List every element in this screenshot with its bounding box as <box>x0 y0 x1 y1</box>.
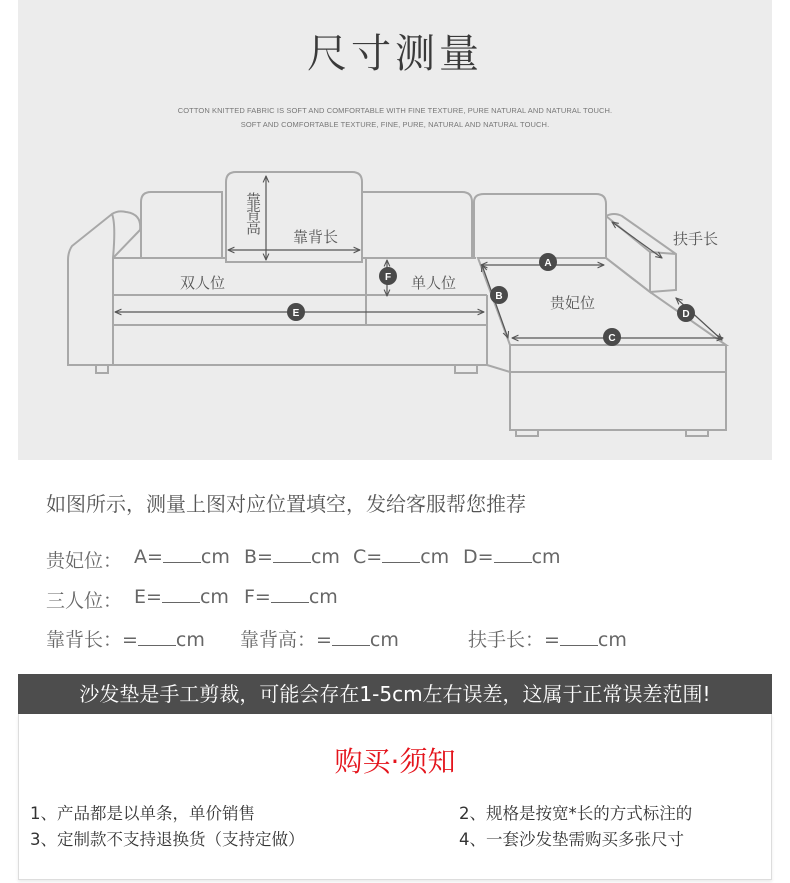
label-single-seat: 单人位 <box>411 274 457 292</box>
back-height-input[interactable] <box>332 629 370 646</box>
instructions-text: 如图所示，测量上图对应位置填空，发给客服帮您推荐 <box>46 492 526 516</box>
svg-text:C: C <box>608 333 616 344</box>
notice-rule-4: 4、一套沙发垫需购买多张尺寸 <box>459 830 684 849</box>
foot <box>455 365 477 373</box>
chaise-label: 贵妃位： <box>46 550 123 572</box>
unit: cm <box>369 629 399 651</box>
page-title: 尺寸测量 <box>307 31 483 77</box>
unit: cm <box>420 546 450 568</box>
marker-b <box>490 286 508 304</box>
label-chaise: 贵妃位 <box>550 294 596 312</box>
unit: cm <box>597 629 627 651</box>
svg-text:A: A <box>544 258 552 269</box>
back-height-label: 靠背高：= <box>240 629 332 651</box>
field-f-input[interactable] <box>271 586 309 603</box>
right-armrest <box>606 216 650 292</box>
chaise-seat <box>478 258 726 345</box>
chaise-front <box>510 345 726 430</box>
marker-c <box>603 328 621 346</box>
marker-f <box>379 267 397 285</box>
unit: cm <box>200 546 230 568</box>
field-b-input[interactable] <box>273 546 311 563</box>
arm-length-label: 扶手长：= <box>468 629 560 651</box>
three-seat-label: 三人位： <box>46 590 123 612</box>
unit: cm <box>531 546 561 568</box>
unit: cm <box>308 586 338 608</box>
back-length-label: 靠背长：= <box>46 629 138 651</box>
marker-a <box>539 253 557 271</box>
subtitle-line-2: SOFT AND COMFORTABLE TEXTURE, FINE, PURE, NATURAL AND NATURAL TOUCH. <box>240 120 550 129</box>
svg-text:E: E <box>292 308 300 319</box>
field-a-input[interactable] <box>163 546 201 563</box>
notice-rule-3: 3、定制款不支持退换货（支持定做） <box>30 830 305 849</box>
backrest-right <box>474 194 606 258</box>
field-c-label: C= <box>353 546 383 568</box>
field-e-input[interactable] <box>162 586 200 603</box>
marker-d <box>677 304 695 322</box>
foot <box>516 430 538 436</box>
field-b-label: B= <box>244 546 273 568</box>
arm-length-input[interactable] <box>560 629 598 646</box>
field-c-input[interactable] <box>382 546 420 563</box>
unit: cm <box>310 546 340 568</box>
label-armrest-length: 扶手长 <box>673 230 719 248</box>
label-double-seat: 双人位 <box>180 274 226 292</box>
label-backrest-height-1: 靠背高 <box>244 192 262 234</box>
svg-text:F: F <box>384 272 392 283</box>
error-tolerance-banner: 沙发垫是手工剪裁，可能会存在1-5cm左右误差，这属于正常误差范围! <box>18 674 772 714</box>
unit: cm <box>199 586 229 608</box>
notice-rule-2: 2、规格是按宽*长的方式标注的 <box>459 804 693 823</box>
backrest-middle <box>361 192 472 258</box>
field-e-label: E= <box>134 586 162 608</box>
left-armrest-top <box>112 214 114 258</box>
field-f-label: F= <box>244 586 271 608</box>
svg-text:D: D <box>682 309 690 320</box>
backrest-left <box>141 192 222 258</box>
foot <box>686 430 708 436</box>
field-d-input[interactable] <box>494 546 532 563</box>
unit: cm <box>175 629 205 651</box>
subtitle-line-1: COTTON KNITTED FABRIC IS SOFT AND COMFORTABLE WITH FINE TEXTURE, PURE NATURAL AND NATURAL TOUCH. <box>177 106 613 115</box>
field-a-label: A= <box>134 546 163 568</box>
svg-text:B: B <box>495 291 503 302</box>
sofa-diagram <box>0 150 790 450</box>
foot <box>96 365 108 373</box>
back-length-input[interactable] <box>138 629 176 646</box>
label-backrest-length: 靠背长 <box>293 228 339 246</box>
marker-e <box>287 303 305 321</box>
notice-rule-1: 1、产品都是以单条，单价销售 <box>30 804 255 823</box>
field-d-label: D= <box>463 546 494 568</box>
purchase-notice-box <box>18 714 772 880</box>
purchase-notice-title: 购买·须知 <box>334 745 456 778</box>
left-armrest <box>68 211 140 365</box>
